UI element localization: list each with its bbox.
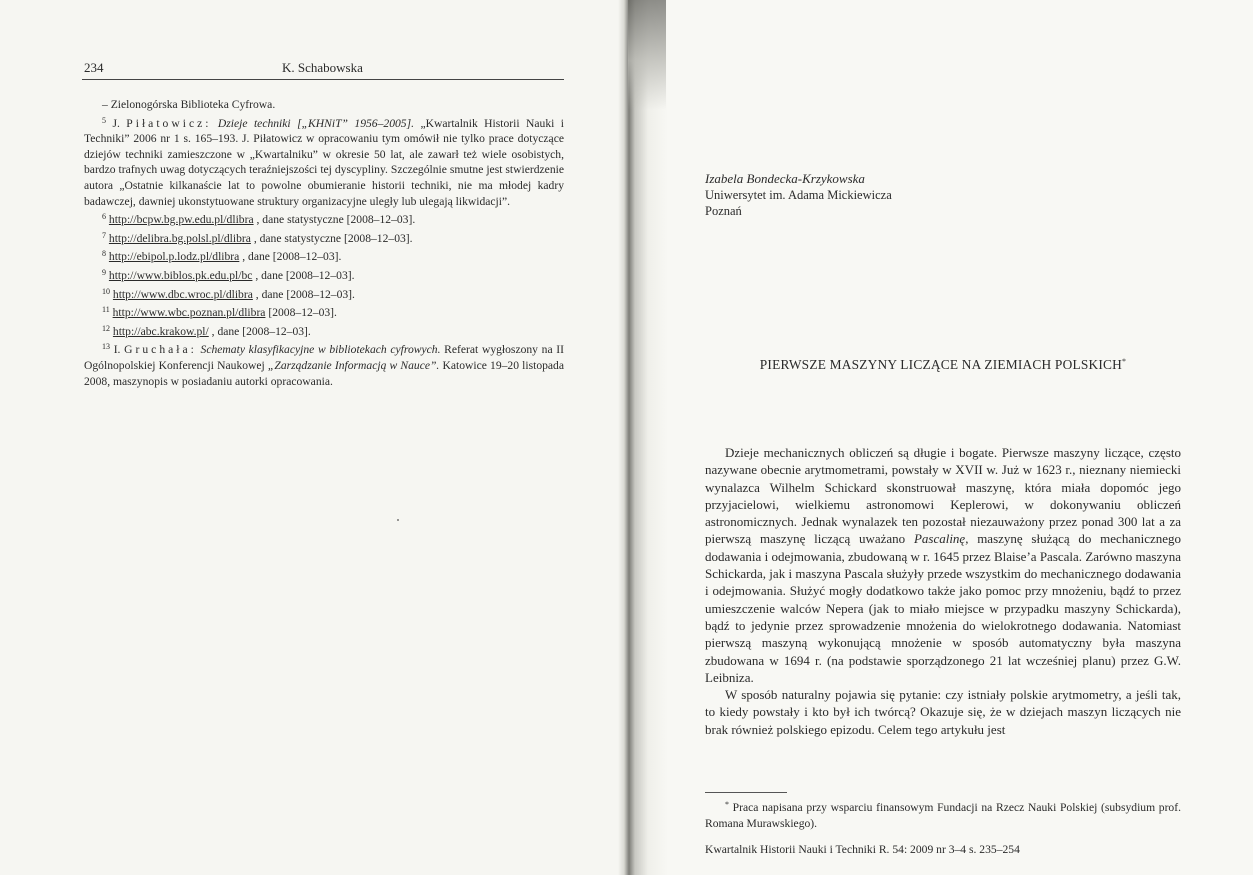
note-text: „Kwartalnik Historii Nauki i Techniki” 2006 nr 1 s. 165–193. J. Piłatowicz w opracowaniu tym omówił nie tylko prace dotyczące dziejów techniki zamieszczone w „Kwartalniku” w okresie 50 lat, ale zawarł też wiele osobistych, bardzo trafnych uwag dotyczących teraźniejszości tej dyscypliny. Szczególnie smutne jest stwierdzenie autora „Ostatnie kilkanaście lat to powolne obumieranie historii techniki, nie ma młodej kadry badawczej, dawniej ukonstytuowane struktury organizacyjne uległy lub ulegają likwidacji”. — [84, 116, 564, 208]
footnote-marker: * — [725, 800, 729, 809]
note-number: 11 — [102, 305, 110, 315]
note-text: , dane [2008–12–03]. — [252, 268, 355, 282]
note-9 — [84, 265, 564, 284]
header-rule — [82, 79, 564, 80]
paragraph-text: , maszynę służącą do mechanicznego dodawania i odejmowania, zbudowaną w r. 1645 przez Blaise’a Pascala. Zarówno maszyna Schickarda, jak i maszyna Pascala służyły przede wszystkim do mechanicznego dodawania i odejmowania. Służyć mogły dodatkowo także jako pomoc przy mnożeniu, bądź to przez umieszczenie walców Nepera (jak to miało miejsce w przypadku maszyny Schickarda), bądź to jedynie przez sprowadzenie mnożenia do wielokrotnego dodawania. Natomiast pierwszą maszyną wykonującą mnożenie w sposób automatyczny była maszyna zbudowana w 1694 r. (na podstawie sporządzonego 21 lat wcześniej planu) przez G.W. Leibniza. — [705, 531, 1182, 685]
note-text: , dane statystyczne [2008–12–03]. — [250, 231, 413, 245]
author-block — [705, 171, 892, 219]
note-text: Katowice 19–20 listopada 2008, maszynopis w posiadaniu autorki opracowania. — [84, 358, 564, 388]
footnote — [705, 797, 1181, 831]
paragraph-2: W sposób naturalny pojawia się pytanie: czy istniały polskie arytmometry, a jeśli tak, to kiedy powstały i kto był ich twórcą? Okazuje się, że w dziejach maszyn liczących nie brak również polskiego epizodu. Celem tego artykułu jest — [705, 687, 1181, 737]
note-author: Gruchała: — [124, 343, 197, 357]
affiliation: Uniwersytet im. Adama Mickiewicza — [705, 188, 892, 202]
note-link[interactable]: http://www.biblos.pk.edu.pl/bc — [108, 268, 253, 282]
note-title: Dzieje techniki [„KHNiT” 1956–2005]. — [217, 116, 414, 130]
note-13 — [84, 339, 564, 389]
note-link[interactable]: http://bcpw.bg.pw.edu.pl/dlibra — [108, 213, 254, 227]
note-number: 6 — [102, 212, 106, 222]
left-page — [0, 0, 622, 875]
note-link[interactable]: http://ebipol.p.lodz.pl/dlibra — [108, 250, 240, 264]
running-head: K. Schabowska — [282, 60, 363, 75]
note-initial: J. — [112, 116, 120, 130]
endnotes — [84, 97, 564, 389]
note-10 — [84, 284, 564, 303]
page-number: 234 — [84, 60, 104, 75]
note-link[interactable]: http://abc.krakow.pl/ — [112, 324, 209, 338]
note-number: 5 — [102, 115, 106, 125]
note-number: 8 — [102, 249, 106, 259]
article-title-text: PIERWSZE MASZYNY LICZĄCE NA ZIEMIACH POLSKICH — [759, 357, 1123, 372]
note-5 — [84, 113, 564, 210]
note-title: „Zarządzanie Informacją w Nauce”. — [267, 358, 440, 372]
note-7 — [84, 228, 564, 247]
note-link[interactable]: http://www.dbc.wroc.pl/dlibra — [112, 287, 253, 301]
note-text: , dane statystyczne [2008–12–03]. — [253, 213, 416, 227]
note-8 — [84, 246, 564, 265]
note-text: Referat wygłoszony na II Ogólnopolskiej Konferencji Naukowej — [84, 343, 564, 372]
footnote-text: Praca napisana przy wsparciu finansowym Fundacji na Rzecz Nauki Polskiej (subsydium prof. Romana Murawskiego). — [705, 801, 1181, 830]
article-title — [705, 357, 1181, 373]
paragraph-text: Dzieje mechanicznych obliczeń są długie i bogate. Pierwsze maszyny liczące, często nazywane obecnie arytmometrami, powstały w XVII w. Już w 1623 r., nieznany niemiecki wynalazca Wilhelm Schickard skonstruował maszynę, która miała dopomóc jego przyjacielowi, wielkiemu astronomowi Keplerowi, w dokonywaniu obliczeń astronomicznych. Jednak wynalazek ten pozostał niezauważony przez ponad 300 lat a za pierwszą maszynę liczącą uważano — [705, 445, 1181, 547]
note-12 — [84, 321, 564, 340]
footnote-rule — [705, 792, 787, 793]
article-author: Izabela Bondecka-Krzykowska — [705, 171, 865, 186]
gutter-shadow — [628, 0, 666, 110]
journal-citation: Kwartalnik Historii Nauki i Techniki R. 54: 2009 nr 3–4 s. 235–254 — [705, 843, 1020, 856]
note-4-continuation: – Zielonogórska Biblioteka Cyfrowa. — [102, 98, 276, 111]
note-text: , dane [2008–12–03]. — [239, 250, 342, 264]
note-author: Piłatowicz: — [126, 116, 212, 130]
note-6 — [84, 209, 564, 228]
note-link[interactable]: http://delibra.bg.polsl.pl/dlibra — [108, 231, 251, 245]
note-number: 9 — [102, 267, 106, 277]
note-11 — [84, 302, 564, 321]
note-title: Schematy klasyfikacyjne w bibliotekach cyfrowych. — [200, 343, 441, 357]
paragraph-1 — [705, 444, 1181, 686]
note-text: [2008–12–03]. — [265, 306, 337, 320]
footnote-marker: * — [1122, 357, 1127, 366]
book-gutter — [618, 0, 668, 875]
note-number: 13 — [102, 342, 110, 352]
note-text: , dane [2008–12–03]. — [208, 324, 311, 338]
note-number: 7 — [102, 230, 106, 240]
note-text: , dane [2008–12–03]. — [252, 287, 355, 301]
note-link[interactable]: http://www.wbc.poznan.pl/dlibra — [112, 306, 266, 320]
note-number: 10 — [102, 286, 110, 296]
paragraph-italic: Pascalinę — [913, 531, 966, 547]
note-initial: I. — [113, 343, 121, 357]
note-number: 12 — [102, 323, 110, 333]
affiliation-city: Poznań — [705, 204, 742, 218]
right-page — [622, 0, 1253, 875]
article-body — [705, 444, 1181, 738]
print-speck — [397, 519, 399, 521]
